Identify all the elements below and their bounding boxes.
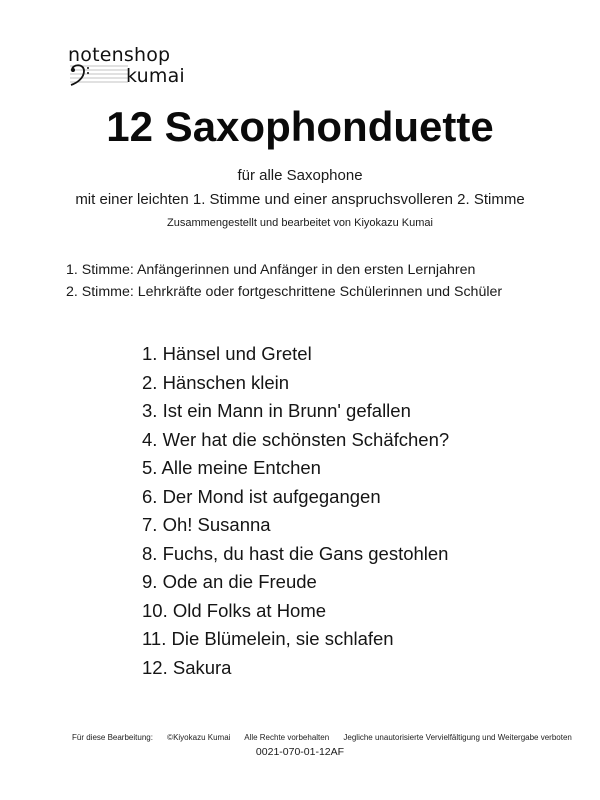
- list-item: 12. Sakura: [142, 656, 232, 678]
- list-item: 7. Oh! Susanna: [142, 514, 271, 535]
- list-item: 5. Alle meine Entchen: [142, 457, 321, 478]
- description: mit einer leichten 1. Stimme und einer anspruchsvolleren 2. Stimme: [75, 191, 525, 208]
- voice-1-description: 1. Stimme: Anfängerinnen und Anfänger in den ersten Lernjahren: [66, 262, 476, 278]
- page-title: 12 Saxophonduette: [106, 103, 494, 150]
- voice-2-description: 2. Stimme: Lehrkräfte oder fortgeschrittene Schülerinnen und Schüler: [66, 284, 503, 300]
- list-item: 8. Fuchs, du hast die Gans gestohlen: [142, 542, 449, 564]
- voice-descriptions: [66, 259, 502, 303]
- credit-line: Zusammengestellt und bearbeitet von Kiyokazu Kumai: [167, 217, 433, 229]
- svg-text:notenshop: notenshop: [68, 44, 171, 66]
- list-item: 10. Old Folks at Home: [142, 599, 327, 621]
- list-item: 2. Hänschen klein: [142, 371, 290, 393]
- subtitle: für alle Saxophone: [237, 167, 363, 184]
- footer-copyright: ©Kiyokazu Kumai: [167, 733, 231, 742]
- list-item: 6. Der Mond ist aufgegangen: [142, 485, 381, 507]
- song-list: [142, 340, 449, 682]
- list-item: 11. Die Blümelein, sie schlafen: [142, 628, 394, 649]
- list-item: 1. Hänsel und Gretel: [142, 343, 312, 364]
- svg-text:kumai: kumai: [126, 65, 185, 87]
- footer-rights: [72, 733, 584, 742]
- notenshop-kumai-logo: [68, 44, 188, 88]
- bass-clef-staff-icon: [68, 44, 198, 90]
- footer-label: Für diese Bearbeitung:: [72, 733, 153, 742]
- catalog-code: 0021-070-01-12AF: [255, 746, 345, 758]
- list-item: 4. Wer hat die schönsten Schäfchen?: [142, 428, 450, 450]
- list-item: 9. Ode an die Freude: [142, 571, 317, 592]
- footer-rights-reserved: Alle Rechte vorbehalten: [244, 733, 330, 742]
- footer-notice: Jegliche unautorisierte Vervielfältigung und Weitergabe verboten: [343, 733, 572, 742]
- list-item: 3. Ist ein Mann in Brunn' gefallen: [142, 400, 411, 421]
